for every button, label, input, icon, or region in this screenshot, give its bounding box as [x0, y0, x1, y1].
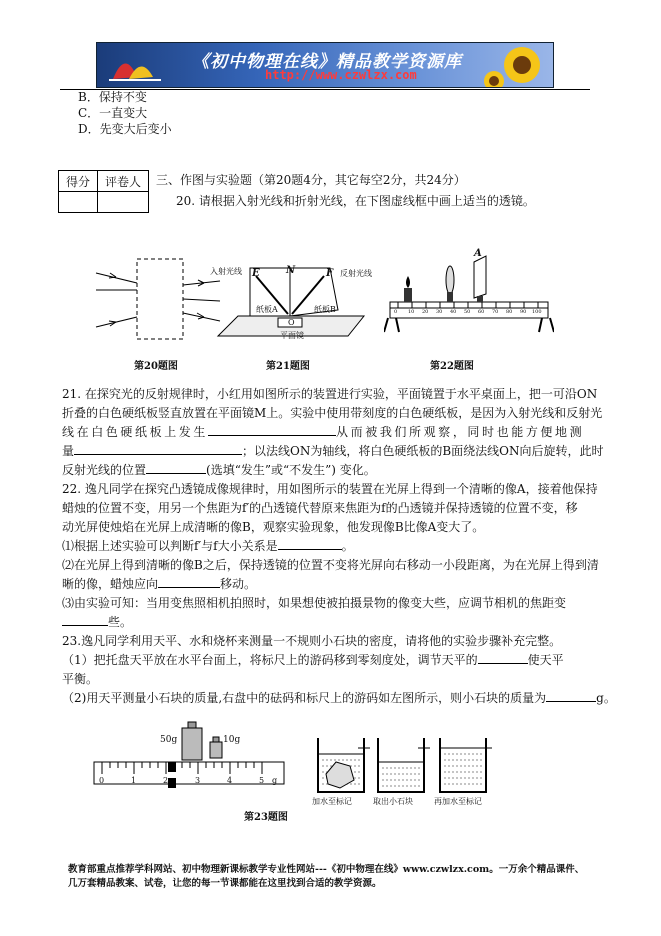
q21-blank-3[interactable]: [146, 462, 206, 474]
option-c: C．一直变大: [78, 106, 148, 120]
fig22-scale-labels: [392, 309, 550, 318]
q22-blank-1[interactable]: [278, 538, 342, 550]
q23-step1: [62, 652, 564, 668]
q21-line4-a: 量: [62, 444, 75, 458]
q23-line1: 23.逸凡同学利用天平、水和烧杯来测量一不规则小石块的密度，请将他的实验步骤补充完整。: [62, 634, 562, 648]
fig22-optical-bench: [384, 250, 554, 338]
beaker-1-label: 加水至标记: [312, 797, 352, 806]
q22-blank-3[interactable]: [62, 614, 108, 626]
q23-step1-b: 使天平: [527, 653, 564, 667]
fig21-reflected-label: 反射光线: [340, 269, 372, 278]
grade-reviewer-cell[interactable]: [98, 192, 149, 213]
fig23-scale-3: 3: [195, 776, 201, 785]
banner-url[interactable]: http://www.czwlzx.com: [265, 68, 417, 82]
q23-step2-b: g。: [596, 691, 616, 705]
fig23-caption: 第23题图: [244, 812, 288, 823]
q21-blank-2[interactable]: [74, 443, 242, 455]
footer-line2: 几万套精品教案、试卷，让您的每一节课都能在这里找到合适的教学资源。: [68, 878, 382, 889]
logo-icon: [107, 47, 165, 83]
q21-line3-b: 从而被我们所观察，同时也能方便地测: [336, 425, 585, 439]
q23-step2: [62, 690, 616, 706]
beaker-2: [378, 738, 430, 792]
q22-part2-b: 晰的像，蜡烛应向: [62, 577, 159, 591]
fig22-scale-80: 80: [506, 309, 513, 315]
q21-line3-a: 线在白色硬纸板上发生: [62, 425, 209, 439]
fig23-scale-unit: g: [272, 776, 278, 785]
q21-line4: [62, 443, 604, 459]
q21-line5-b: (选填“发生”或“不发生”) 变化。: [206, 463, 376, 477]
beaker-1: [318, 738, 370, 792]
section3-heading: 三、作图与实验题（第20题4分，其它每空2分，共24分）: [156, 173, 466, 187]
q21-line3: [62, 424, 584, 440]
grade-score-cell[interactable]: [59, 192, 98, 213]
fig21-b-label: 纸板B: [314, 305, 336, 314]
q22-part1: [62, 538, 354, 554]
fig23-scale-5: 5: [259, 776, 265, 785]
fig23-scale-labels: [92, 776, 288, 786]
q23-step2-a: （2)用天平测量小石块的质量,右盘中的砝码和标尺上的游码如左图所示，则小石块的质量为: [62, 691, 547, 705]
fig22-a-label: A: [474, 248, 482, 259]
q21-line2: 折叠的白色硬纸板竖直放置在平面镜M上。实验中使用带刻度的白色硬纸板，是因为入射光线和反射光: [62, 406, 603, 420]
fig20-lens-diagram: [92, 255, 222, 345]
q23-blank-2[interactable]: [546, 690, 596, 702]
fig23-balance-scale: [92, 720, 288, 800]
q22-part2-line2: [62, 576, 256, 592]
fig21-mirror-label: 平面镜: [280, 331, 304, 340]
q23-step1-cont: 平衡。: [62, 672, 99, 686]
fig23-scale-2: 2: [163, 776, 169, 785]
banner-title: 《初中物理在线》精品教学资源库: [192, 52, 462, 72]
q21-line5-a: 反射光线的位置: [62, 463, 147, 477]
q22-line3: 动光屏使烛焰在光屏上成清晰的像B，观察实验现象，他发现像B比像A变大了。: [62, 520, 485, 534]
q21-line4-b: ；以法线ON为轴线，将白色硬纸板的B面绕法线ON向后旋转，此时: [242, 444, 604, 458]
sunflower-icon: [482, 43, 552, 87]
weight-10g-label: 10g: [223, 735, 241, 745]
fig21-o-label: O: [288, 318, 295, 327]
fig22-caption: 第22题图: [430, 361, 474, 372]
fig23-scale-4: 4: [227, 776, 233, 785]
q21-line5: [62, 462, 376, 478]
fig22-scale-90: 90: [520, 309, 527, 315]
fig22-scale-20: 20: [422, 309, 429, 315]
q20-text: 20. 请根据入射光线和折射光线，在下图虚线框中画上适当的透镜。: [176, 194, 535, 208]
q21-blank-1[interactable]: [208, 424, 336, 436]
fig23-scale-1: 1: [131, 776, 137, 785]
fig21-incident-label: 入射光线: [210, 267, 242, 276]
q22-part1-a: ⑴根据上述实验可以判断f′与f大小关系是: [62, 539, 278, 553]
q22-line2: 蜡烛的位置不变，用另一个焦距为f′的凸透镜代替原来焦距为f的凸透镜并保持透镜的位置不变，移: [62, 501, 578, 515]
fig22-scale-60: 60: [478, 309, 485, 315]
fig21-f-label: F: [326, 268, 334, 279]
fig22-scale-0: 0: [394, 309, 398, 315]
grade-score-header: 得分: [59, 171, 98, 192]
q22-part3-line2: [62, 614, 132, 630]
fig21-n-label: N: [286, 265, 296, 276]
q22-line1: 22. 逸凡同学在探究凸透镜成像规律时，用如图所示的装置在光屏上得到一个清晰的像A，接着他保持: [62, 482, 598, 496]
q21-line1: 21. 在探究光的反射规律时，小红用如图所示的装置进行实验，平面镜置于水平桌面上，把一可沿ON: [62, 387, 598, 401]
q22-part1-b: 。: [341, 539, 354, 553]
q22-blank-2[interactable]: [158, 576, 220, 588]
fig22-scale-50: 50: [464, 309, 471, 315]
q23-step1-a: （1）把托盘天平放在水平台面上，将标尺上的游码移到零刻度处，调节天平的: [62, 653, 478, 667]
option-d: D．先变大后变小: [78, 122, 172, 136]
fig22-scale-70: 70: [492, 309, 499, 315]
fig21-e-label: E: [252, 268, 260, 279]
beaker-3-label: 再加水至标记: [434, 797, 482, 806]
beaker-3: [440, 738, 492, 792]
q22-part2-line1: ⑵在光屏上得到清晰的像B之后，保持透镜的位置不变将光屏向右移动一小段距离，为在光屏上得到清: [62, 558, 599, 572]
q22-part3-b: 些。: [108, 615, 133, 629]
q23-blank-1[interactable]: [478, 652, 528, 664]
beaker-2-label: 取出小石块: [373, 797, 413, 806]
fig22-scale-30: 30: [436, 309, 443, 315]
q22-part3-line1: ⑶由实验可知：当用变焦照相机拍照时，如果想使被拍摄景物的像变大些，应调节相机的焦距变: [62, 596, 567, 610]
footer-line1: 教育部重点推荐学科网站、初中物理新课标教学专业性网站---《初中物理在线》www.czwlzx.com。一万余个精品课件、: [68, 864, 585, 875]
grade-reviewer-header: 评卷人: [98, 171, 149, 192]
grade-table: [58, 170, 149, 213]
fig23-scale-0: 0: [99, 776, 105, 785]
header-banner: [96, 42, 554, 88]
fig21-caption: 第21题图: [266, 361, 310, 372]
fig20-caption: 第20题图: [134, 361, 178, 372]
fig22-scale-10: 10: [408, 309, 415, 315]
q22-part2-c: 移动。: [220, 577, 257, 591]
fig22-scale-100: 100: [532, 309, 542, 315]
fig21-a-label: 纸板A: [256, 305, 278, 314]
fig23-beakers: [310, 734, 500, 798]
fig22-scale-40: 40: [450, 309, 457, 315]
weight-50g-label: 50g: [160, 735, 178, 745]
option-b: B．保持不变: [78, 90, 147, 104]
